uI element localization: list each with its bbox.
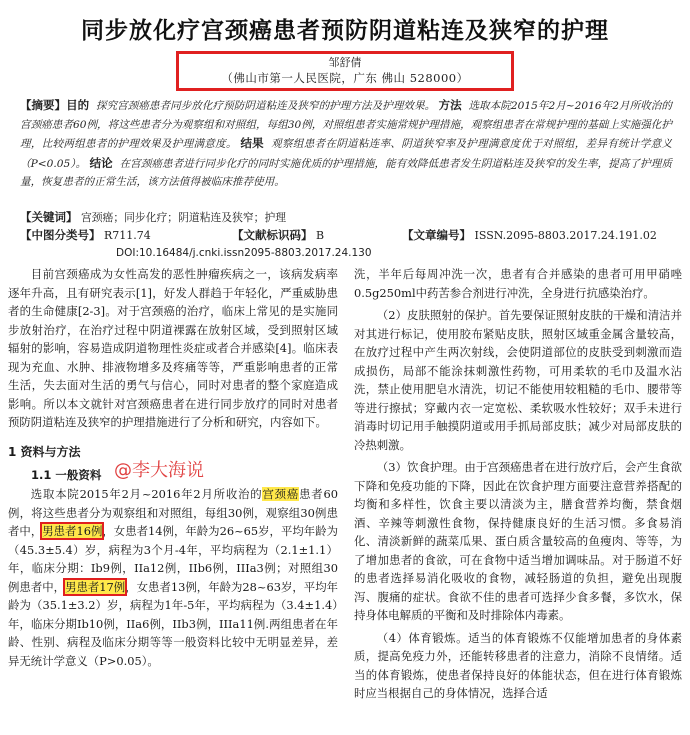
doi: DOI:10.16484/j.cnki.issn2095-8803.2017.24.130 — [116, 247, 372, 259]
article-title: 同步放化疗宫颈癌患者预防阴道粘连及狭窄的护理 — [81, 18, 609, 44]
intro-paragraph: 目前宫颈癌成为女性高发的恶性肿瘤疾病之一，该病发病率逐年升高，且有研究表示[1]，好发人群趋于年轻化，严重威胁患者的生命健康[2-3]。对于宫颈癌的治疗，临床上常见的是实施同步放射治疗，在治疗过程中阴道裸露在放射区域，受到照射区域辐射的影响，容易造成阴道物理性炎症或者合并感染[4]。临床表现为充血、水肿、排液物增多及疼痛等等，严重影响患者的正常生活，失去面对生活的勇气与信心，同时对患者的整个家庭造成影响。所以本文就针对宫颈癌患者在进行同步放疗的同时对患者预防阴道粘连及狭窄的护理措施进行了分析和研究，内容如下。 — [8, 267, 338, 429]
article-value: ISSN.2095-8803.2017.24.191.02 — [474, 229, 657, 242]
weibo-watermark: @李大海说 — [114, 460, 204, 481]
doc-label: 【文献标识码】 — [232, 228, 313, 242]
continuation-paragraph: 洗，半年后每周冲洗一次，患者有合并感染的患者可用甲硝唑0.5g250ml中药苦参合剂进行冲洗，全身进行抗感染治疗。 — [354, 267, 682, 300]
article-number — [402, 227, 657, 243]
article-label: 【文章编号】 — [402, 228, 471, 242]
conclusion-text: 在宫颈癌患者进行同步化疗的同时实施优质的护理措施，能有效降低患者发生阴道粘连及狭窄的发生率，提高了护理质量，恢复患者的正常生活，该方法值得被临床推荐使用。 — [20, 157, 673, 188]
clc-label: 【中图分类号】 — [20, 228, 101, 242]
subsection-title: 1.1 一般资料 — [31, 468, 102, 482]
abstract — [20, 96, 672, 192]
text-run: ，女患者14例，年龄为26~65岁，平均年龄为（45.3±5.4）岁，病程为3个月-4年，平均病程为（2.1±1.1）年，临床分期：Ib9例，IIa12例，IIb6例，IIIa3例；对照组30例患者中， — [8, 524, 338, 594]
diet-care-paragraph: （3）饮食护理。由于宫颈癌患者在进行放疗后，会产生食欲下降和免疫功能的下降，因此在饮食护理方面要注意营养搭配的均衡和多样性，饮食主要以清淡为主，膳食营养均衡，禁食烟酒、辛辣等刺激性食物，保持健康良好的生活习惯。多食易消化、清淡新鲜的蔬菜瓜果、蛋白质含量较高的鱼瘦肉、等等，为了增加患者的食欲，可在食物中适当增加调味品。对于肠道不好的患者选择易消化吸收的食物，减轻肠道的负担，避免出现腹泻、腹痛的症状。食欲不佳的患者可选择少食多餐，多饮水，保持身体电解质的平衡和及时排除体内毒素。 — [354, 460, 682, 622]
result-text: 观察组患者在阴道粘连率、阴道狭窄率及护理满意度优于对照组，差异有统计学意义（P<0.05）。 — [20, 138, 673, 170]
section-heading: 1 资料与方法 — [8, 444, 81, 459]
author-affiliation: （佛山市第一人民医院，广东 佛山 528000） — [221, 71, 469, 85]
general-data-paragraph — [8, 485, 338, 670]
abstract-label: 【摘要】 — [20, 98, 67, 112]
highlight-male-17: 男患者17例 — [65, 579, 126, 594]
keywords — [20, 208, 672, 227]
text-run: 患者60例，将这些患者分为观察组和对照组，每组30例，观察组30例患者中， — [8, 487, 338, 538]
text-run: ，女患者13例，年龄为28~63岁，平均年龄为（35.1±3.2）岁，病程为1年-5年，平均病程为（3.4±1.4）年，临床分期Ib10例，IIa6例，IIb3例，IIIa11例.两组患者在年龄、性别、病程及临床分期等等一般资料比较中无明显差异，差异无统计学意义（P>0.05）。 — [8, 579, 338, 668]
highlight-male-16: 男患者16例 — [42, 524, 103, 538]
conclusion-label: 结论 — [89, 155, 113, 170]
method-label: 方法 — [438, 98, 462, 112]
doc-value: B — [316, 229, 325, 242]
result-label: 结果 — [240, 136, 264, 150]
left-column — [8, 265, 338, 670]
exercise-paragraph: （4）体育锻炼。适当的体育锻炼不仅能增加患者的身体素质，提高免疫力外，还能转移患者的注意力，消除不良情绪。适当的体育锻炼，使患者保持良好的体能状态，但在进行体育锻炼时应当根据自己的身体情况，选择合适 — [354, 630, 682, 700]
right-column — [354, 265, 682, 703]
skin-protection-paragraph: （2）皮肤照射的保护。首先要保证照射皮肤的干燥和清洁并对其进行标记，使用胶布紧贴皮肤，照射区域重金属含量较高，在放疗过程中产生两次射线，会使阴道部位的皮肤受到刺激而造成损伤，局部不能涂抹刺激性药物，可用柔软的毛巾及温水沾洗，禁止使用肥皂水清洗，切记不能使用较粗糙的毛巾、腰带等等进行擦拭；穿戴内衣一定宽松、柔软吸水性较好；双手未进行消毒时切记用手触摸阴道或用手抓局部皮肤；减少对局部皮肤的冷热刺激。 — [354, 308, 682, 452]
purpose-text: 探究宫颈癌患者同步放化疗预防阴道粘连及狭窄的护理方法及护理效果。 — [95, 100, 436, 112]
clc-value: R711.74 — [104, 229, 151, 242]
author-name: 邹舒倩 — [328, 56, 362, 69]
method-text: 选取本院2015年2月~2016年2月所收治的宫颈癌患者60例，将这些患者分为观察组和对照组，每组30例，对照组患者实施常规护理措施，观察组患者在常规护理的基础上实施强化护理，比较两组患者的护理效果及护理满意度。 — [20, 100, 673, 150]
highlight-cervical-cancer: 宫颈癌 — [262, 487, 300, 501]
keywords-text: 宫颈癌；同步化疗；阴道粘连及狭窄；护理 — [80, 211, 287, 224]
keywords-label: 【关键词】 — [20, 210, 78, 224]
clc-number — [20, 227, 151, 243]
text-run: 选取本院2015年2月~2016年2月所收治的 — [30, 487, 263, 501]
doc-code — [232, 227, 324, 243]
purpose-label: 目的 — [66, 98, 90, 112]
subsection-heading — [8, 460, 338, 485]
